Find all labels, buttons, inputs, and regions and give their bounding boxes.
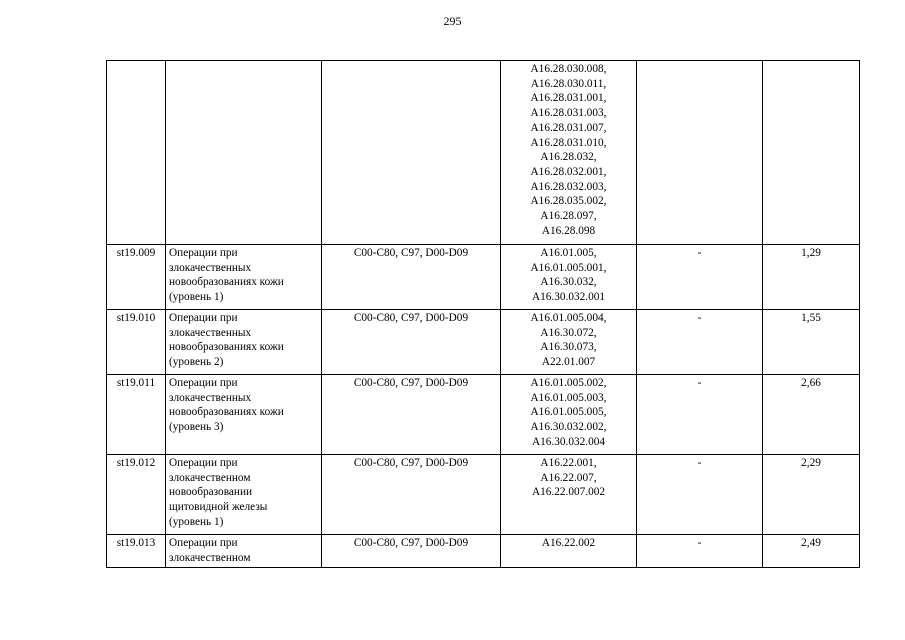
service-code: A16.01.005.003,: [530, 391, 607, 404]
service-code: A16.22.001,: [540, 457, 597, 469]
mkb-codes: C00-C80, C97, D00-D09: [353, 247, 469, 259]
ksg-name-cell: [166, 375, 322, 455]
service-code: A16.22.007,: [540, 471, 597, 484]
service-code: A16.28.032.001,: [530, 165, 607, 178]
service-codes-cell: [501, 310, 637, 375]
mkb-codes-cell: [322, 61, 501, 245]
table-row: [107, 535, 860, 568]
coefficient: 1,29: [801, 247, 821, 259]
service-code: A16.28.031.003,: [530, 107, 607, 120]
ksg-name-line: новообразованиях кожи: [169, 341, 284, 354]
coefficient-cell: [763, 375, 860, 455]
table-row: [107, 61, 860, 245]
service-code: A16.28.031.010,: [530, 136, 607, 149]
ksg-name-line: злокачественных: [169, 391, 252, 404]
coefficient: 2,29: [801, 457, 821, 469]
service-code: A16.01.005,: [540, 247, 597, 259]
extra-criteria-cell: [637, 61, 763, 245]
service-code: A16.30.032.004: [531, 435, 606, 448]
ksg-name-line: щитовидной железы: [169, 501, 268, 514]
page-number: 295: [443, 14, 462, 28]
service-code: A16.28.030.008,: [530, 63, 607, 75]
ksg-name-cell: [166, 245, 322, 310]
mkb-codes: C00-C80, C97, D00-D09: [353, 312, 469, 324]
table-row: [107, 310, 860, 375]
extra-criteria-cell: [637, 535, 763, 568]
ksg-code-cell: [107, 455, 166, 535]
ksg-code-cell: [107, 245, 166, 310]
ksg-name-line: новообразованиях кожи: [169, 276, 284, 289]
coefficient-cell: [763, 245, 860, 310]
table-row: [107, 455, 860, 535]
extra-criteria: -: [697, 377, 702, 389]
service-code: A16.01.005.002,: [530, 377, 607, 389]
ksg-name-line: (уровень 2): [169, 356, 224, 369]
ksg-name-cell: [166, 455, 322, 535]
service-codes-cell: [501, 535, 637, 568]
service-code: A16.01.005.004,: [530, 312, 607, 324]
coefficient: 2,66: [801, 377, 821, 389]
tariff-table: [106, 60, 860, 568]
ksg-name-line: (уровень 1): [169, 515, 224, 528]
coefficient-cell: [763, 310, 860, 375]
service-code: A16.30.032.002,: [530, 421, 607, 434]
service-code: A16.28.031.001,: [530, 92, 607, 105]
service-code: A16.30.032,: [540, 276, 597, 289]
extra-criteria: -: [697, 457, 702, 469]
service-codes-cell: [501, 245, 637, 310]
coefficient-cell: [763, 455, 860, 535]
service-code: A16.30.032.001: [531, 291, 606, 304]
mkb-codes-cell: [322, 375, 501, 455]
ksg-name-line: злокачественном: [169, 551, 251, 564]
ksg-name-line: новообразованиях кожи: [169, 406, 284, 419]
ksg-name-line: Операции при: [169, 537, 238, 549]
service-code: A16.22.007.002: [531, 486, 606, 499]
ksg-code-cell: [107, 61, 166, 245]
mkb-codes-cell: [322, 310, 501, 375]
ksg-name-line: Операции при: [169, 247, 238, 259]
service-code: A16.30.073,: [540, 341, 597, 354]
ksg-name-line: злокачественных: [169, 326, 252, 339]
coefficient-cell: [763, 61, 860, 245]
ksg-code-cell: [107, 535, 166, 568]
mkb-codes: C00-C80, C97, D00-D09: [353, 377, 469, 389]
ksg-name-line: новообразовании: [169, 486, 253, 499]
service-code: A16.28.032.003,: [530, 180, 607, 193]
ksg-name-line: Операции при: [169, 312, 238, 324]
extra-criteria: -: [697, 312, 702, 324]
ksg-code: st19.010: [116, 312, 156, 324]
ksg-name-line: (уровень 3): [169, 421, 224, 434]
coefficient: 2,49: [801, 537, 821, 549]
ksg-code-cell: [107, 310, 166, 375]
extra-criteria: -: [697, 247, 702, 259]
service-code: A16.01.005.001,: [530, 261, 607, 274]
ksg-name-line: Операции при: [169, 457, 238, 469]
ksg-name-line: злокачественном: [169, 471, 251, 484]
service-codes-cell: [501, 455, 637, 535]
ksg-code: st19.009: [116, 247, 156, 259]
ksg-code: st19.011: [116, 377, 156, 389]
ksg-name-cell: [166, 61, 322, 245]
ksg-name-line: (уровень 1): [169, 291, 224, 304]
extra-criteria-cell: [637, 310, 763, 375]
ksg-code: st19.012: [116, 457, 156, 469]
service-code: A16.30.072,: [540, 326, 597, 339]
table-row: [107, 245, 860, 310]
ksg-code-cell: [107, 375, 166, 455]
mkb-codes-cell: [322, 455, 501, 535]
mkb-codes-cell: [322, 245, 501, 310]
service-code: A16.28.030.011,: [530, 77, 607, 90]
table-row: [107, 375, 860, 455]
service-codes-cell: [501, 375, 637, 455]
service-code: A16.01.005.005,: [530, 406, 607, 419]
service-code: A16.28.031.007,: [530, 121, 607, 134]
extra-criteria-cell: [637, 375, 763, 455]
ksg-code: st19.013: [116, 537, 156, 549]
service-codes-cell: [501, 61, 637, 245]
mkb-codes-cell: [322, 535, 501, 568]
extra-criteria: -: [697, 537, 702, 549]
service-code: A16.28.035.002,: [530, 195, 607, 208]
ksg-name-cell: [166, 310, 322, 375]
service-code: A16.28.097,: [540, 210, 597, 223]
ksg-name-line: Операции при: [169, 377, 238, 389]
table-body: [107, 61, 860, 568]
coefficient-cell: [763, 535, 860, 568]
mkb-codes: C00-C80, C97, D00-D09: [353, 457, 469, 469]
ksg-name-cell: [166, 535, 322, 568]
coefficient: 1,55: [801, 312, 821, 324]
ksg-name-line: злокачественных: [169, 261, 252, 274]
extra-criteria-cell: [637, 245, 763, 310]
service-code: A22.01.007: [541, 356, 596, 369]
service-code: A16.28.098: [541, 224, 596, 237]
service-code: A16.28.032,: [540, 151, 597, 164]
service-code: A16.22.002: [541, 537, 596, 549]
extra-criteria-cell: [637, 455, 763, 535]
mkb-codes: C00-C80, C97, D00-D09: [353, 537, 469, 549]
